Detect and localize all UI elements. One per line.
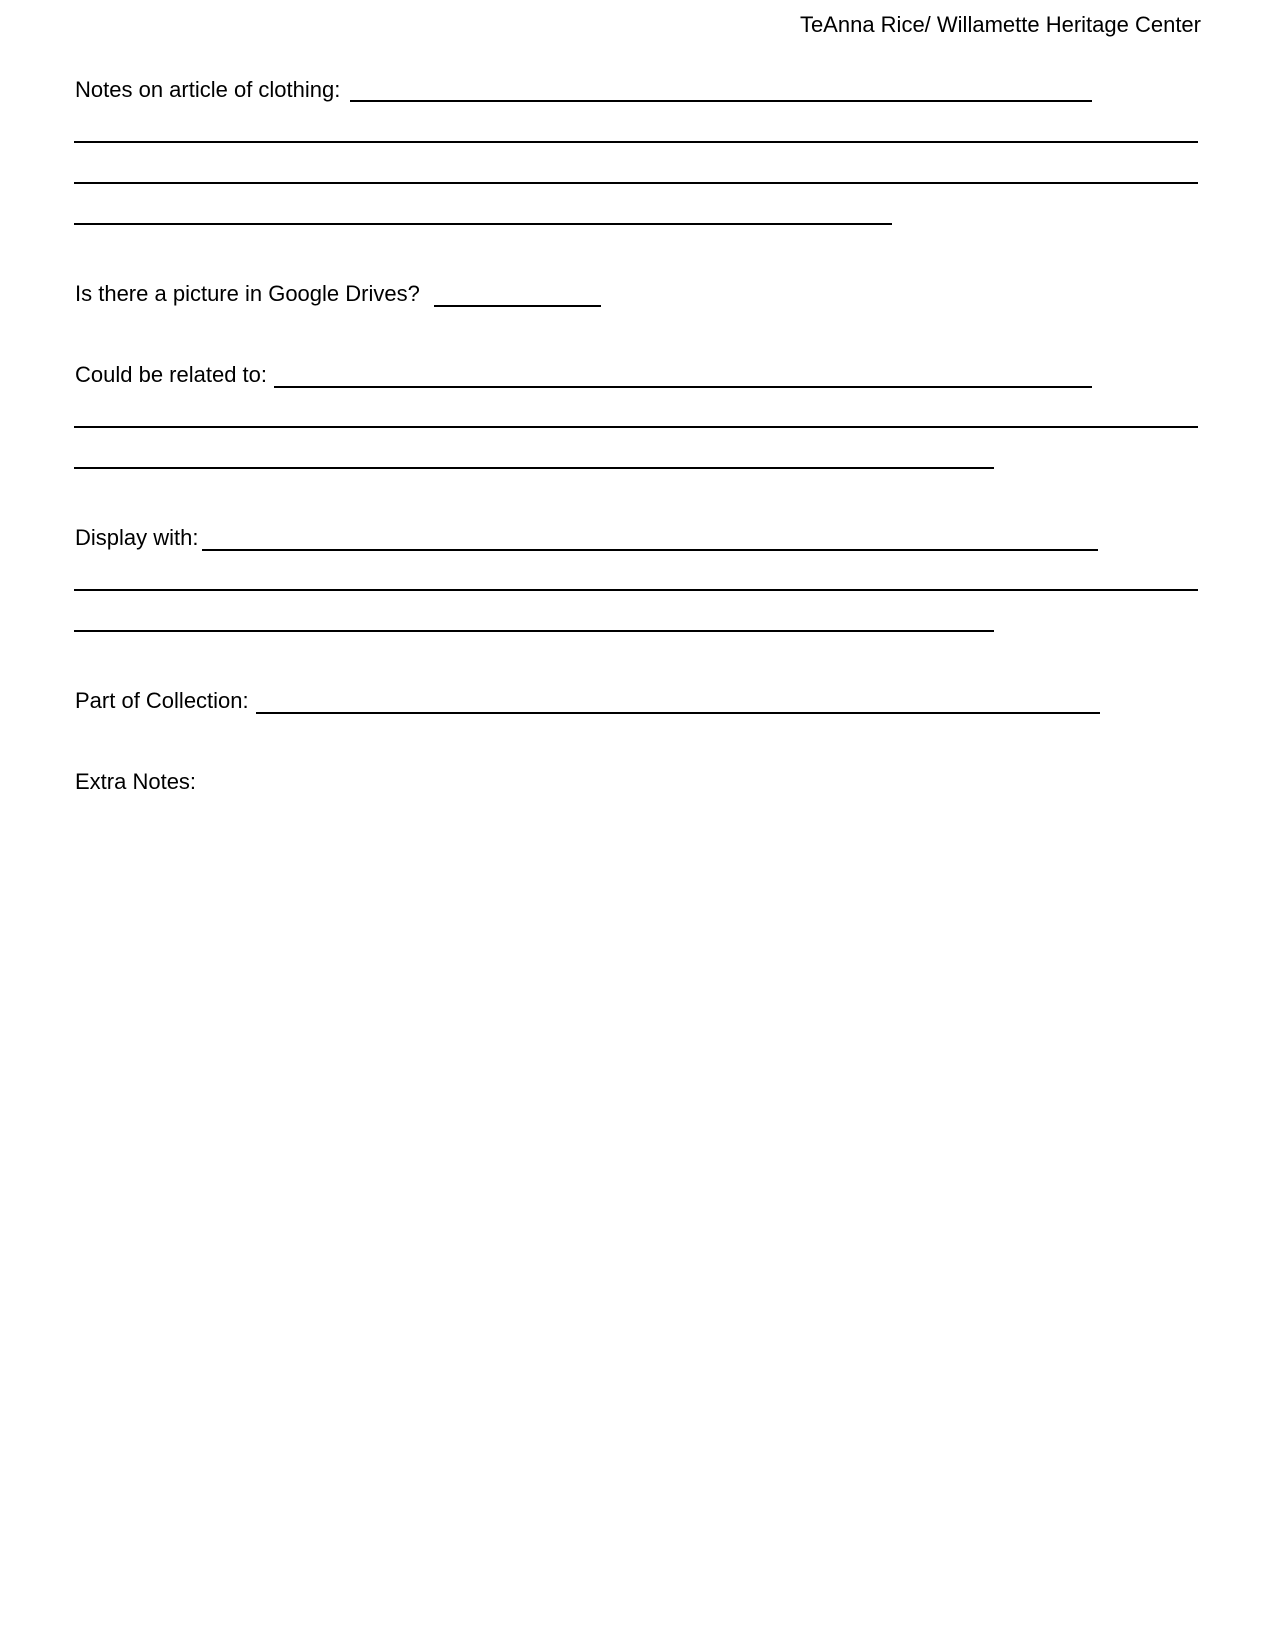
extra-notes-label: Extra Notes: <box>75 769 197 794</box>
clothing-notes-line[interactable] <box>74 141 1198 143</box>
related-line[interactable] <box>74 467 994 469</box>
collection-label: Part of Collection: <box>75 688 249 713</box>
related-label: Could be related to: <box>75 362 268 387</box>
display-label: Display with: <box>75 525 199 550</box>
google-drive-label: Is there a picture in Google Drives? <box>75 281 420 306</box>
clothing-notes-label: Notes on article of clothing: <box>75 77 341 102</box>
clothing-notes-line[interactable] <box>74 182 1198 184</box>
clothing-notes-line[interactable] <box>74 223 892 225</box>
google-drive-answer-line[interactable] <box>434 305 601 307</box>
display-line[interactable] <box>74 589 1198 591</box>
display-line[interactable] <box>74 630 994 632</box>
collection-line[interactable] <box>256 712 1100 714</box>
clothing-notes-line[interactable] <box>350 100 1092 102</box>
header-author-org: TeAnna Rice/ Willamette Heritage Center <box>799 12 1201 37</box>
related-line[interactable] <box>274 386 1092 388</box>
display-line[interactable] <box>202 549 1098 551</box>
related-line[interactable] <box>74 426 1198 428</box>
